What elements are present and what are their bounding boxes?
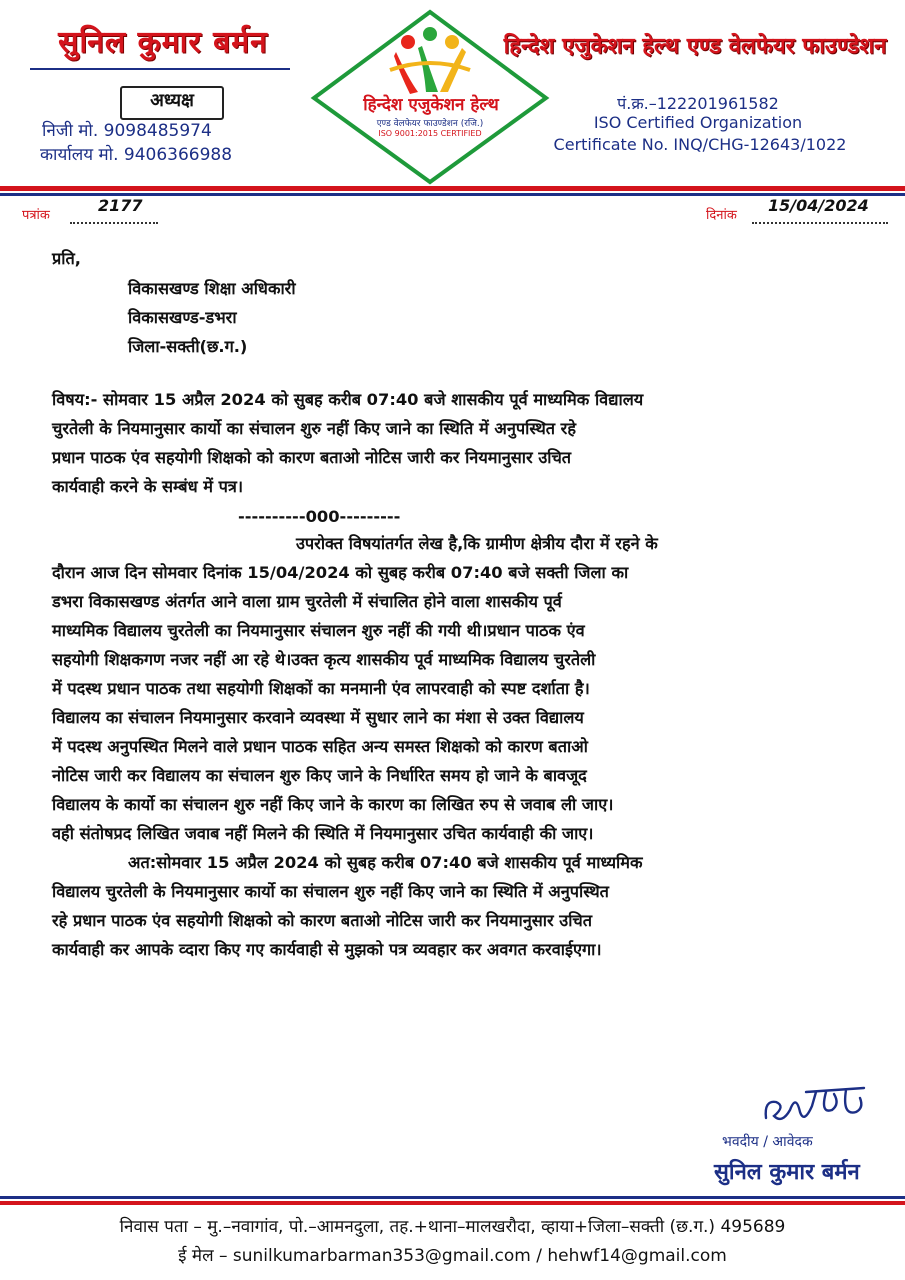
- letter-date: 15/04/2024: [768, 196, 869, 215]
- body-line: डभरा विकासखण्ड अंतर्गत आने वाला ग्राम चुरतेली में संचालित होने वाला शासकीय पूर्व: [52, 592, 562, 611]
- recipient-line: विकासखण्ड शिक्षा अधिकारी: [128, 279, 296, 298]
- body-line: में पदस्थ प्रधान पाठक तथा सहयोगी शिक्षकों का मनमानी एंव लापरवाही को स्पष्ट दर्शाता है।: [52, 679, 590, 698]
- recipient-line: जिला-सक्ती(छ.ग.): [128, 337, 248, 356]
- date-label: दिनांक: [706, 208, 737, 223]
- residence-address: निवास पता – मु.–नवागांव, पो.–आमनदुला, तह.+थाना–मालखरौदा, व्हाया+जिला–सक्ती (छ.ग.) 495689: [119, 1217, 786, 1237]
- body-line: अत:सोमवार 15 अप्रैल 2024 को सुबह करीब 07:40 बजे शासकीय पूर्व माध्यमिक: [128, 853, 643, 872]
- name-underline: [30, 68, 290, 70]
- subject-line: प्रधान पाठक एंव सहयोगी शिक्षको को कारण बताओ नोटिस जारी कर नियमानुसार उचित: [52, 448, 572, 467]
- subject-line: चुरतेली के नियमानुसार कार्यो का संचालन शुरु नहीं किए जाने का स्थिति में अनुपस्थित रहे: [52, 419, 576, 438]
- body-line: माध्यमिक विद्यालय चुरतेली का नियमानुसार संचालन शुरु नहीं की गयी थी।प्रधान पाठक एंव: [52, 621, 585, 640]
- subject-line: कार्यवाही करने के सम्बंध में पत्र।: [52, 477, 244, 496]
- body-line: नोटिस जारी कर विद्यालय का संचालन शुरु किए जाने के निर्धारित समय हो जाने के बावजूद: [52, 766, 587, 785]
- ref-label: पत्रांक: [22, 208, 50, 223]
- subject-line: विषय:- सोमवार 15 अप्रैल 2024 को सुबह करीब 07:40 बजे शासकीय पूर्व माध्यमिक विद्यालय: [52, 390, 644, 409]
- body-line: कार्यवाही कर आपके व्दारा किए गए कार्यवाही से मुझको पत्र व्यवहार कर अवगत करवाईएगा।: [52, 940, 602, 959]
- registration-number: पं.क्र.–122201961582: [617, 94, 779, 113]
- office-phone: कार्यालय मो. 9406366988: [40, 145, 233, 165]
- body-line: सहयोगी शिक्षकगण नजर नहीं आ रहे थे।उक्त कृत्य शासकीय पूर्व माध्यमिक विद्यालय चुरतेली: [52, 650, 596, 669]
- salutation: प्रति,: [52, 249, 81, 268]
- email-addresses: ई मेल – sunilkumarbarman353@gmail.com / hehwf14@gmail.com: [178, 1246, 727, 1266]
- body-line: रहे प्रधान पाठक एंव सहयोगी शिक्षको को कारण बताओ नोटिस जारी कर नियमानुसार उचित: [52, 911, 593, 930]
- recipient-line: विकासखण्ड-डभरा: [128, 308, 237, 327]
- body-line: उपरोक्त विषयांतर्गत लेख है,कि ग्रामीण क्षेत्रीय दौरा में रहने के: [296, 534, 658, 553]
- footer-band-red: [0, 1201, 905, 1205]
- president-role: अध्यक्ष: [150, 90, 194, 111]
- ref-number: 2177: [98, 196, 143, 215]
- signatory-name: सुनिल कुमार बर्मन: [714, 1159, 860, 1185]
- body-line: विद्यालय के कार्यो का संचालन शुरु नहीं किए जाने के कारण का लिखित रुप से जवाब ली जाए।: [52, 795, 614, 814]
- personal-phone: निजी मो. 9098485974: [42, 121, 212, 141]
- separator: ----------000---------: [238, 507, 401, 526]
- body-line: विद्यालय का संचालन नियमानुसार करवाने व्यवस्था में सुधार लाने का मंशा से उक्त विद्यालय: [52, 708, 584, 727]
- body-line: विद्यालय चुरतेली के नियमानुसार कार्यो का संचालन शुरु नहीं किए जाने का स्थिति में अनुपस्थित: [52, 882, 609, 901]
- handwritten-signature: [760, 1080, 870, 1128]
- footer-band-blue: [0, 1196, 905, 1199]
- logo-subtitle: एण्ड वेलफेयर फाउण्डेशन (रजि.): [376, 119, 484, 129]
- header-band-red: [0, 186, 905, 191]
- president-name: सुनिल कुमार बर्मन: [58, 25, 268, 60]
- logo-title: हिन्देश एजुकेशन हेल्थ: [363, 95, 499, 115]
- organization-name: हिन्देश एजुकेशन हेल्थ एण्ड वेलफेयर फाउण्डेशन: [503, 33, 887, 59]
- logo-iso: ISO 9001:2015 CERTIFIED: [378, 129, 482, 138]
- iso-line: ISO Certified Organization: [593, 113, 803, 132]
- body-line: दौरान आज दिन सोमवार दिनांक 15/04/2024 को सुबह करीब 07:40 बजे सक्ती जिला का: [52, 563, 629, 582]
- body-line: वही संतोषप्रद लिखित जवाब नहीं मिलने की स्थिति में नियमानुसार उचित कार्यवाही की जाए।: [52, 824, 594, 843]
- body-line: में पदस्थ अनुपस्थित मिलने वाले प्रधान पाठक सहित अन्य समस्त शिक्षको को कारण बताओ: [52, 737, 588, 756]
- signatory-role: भवदीय / आवेदक: [722, 1134, 813, 1150]
- certificate-number: Certificate No. INQ/CHG-12643/1022: [553, 135, 847, 154]
